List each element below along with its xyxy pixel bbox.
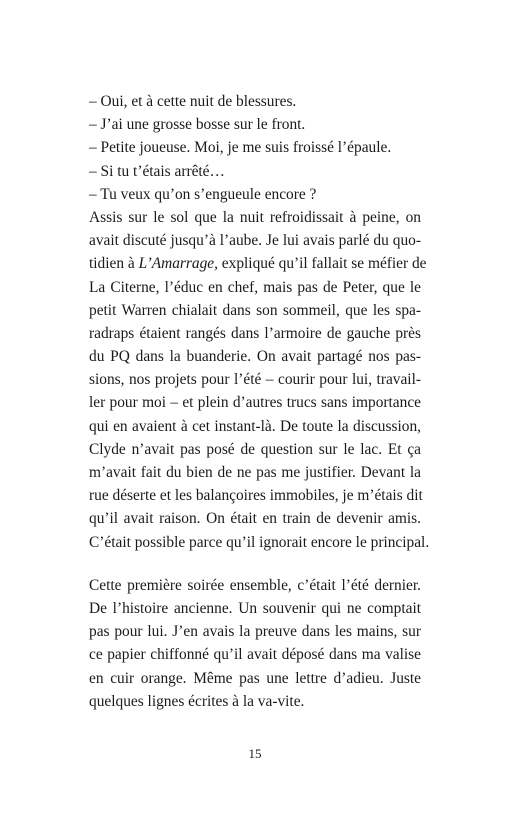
text-line: qu’il avait raison. On était en train de devenir amis.: [89, 510, 421, 528]
text-fragment: expliqué qu’il fallait se méfier de: [217, 255, 427, 273]
text-line: en cuir orange. Même pas une lettre d’adieu. Juste: [89, 669, 421, 687]
book-page-text: [89, 90, 430, 713]
paragraph-gap: [89, 554, 421, 574]
dialogue-line: – Si tu t’étais arrêté…: [89, 162, 225, 180]
paragraph-2: [89, 574, 421, 713]
text-line: C’était possible parce qu’il ignorait encore le principal.: [89, 533, 430, 551]
paragraph-1: [89, 206, 430, 554]
text-line: sions, nos projets pour l’été – courir pour lui, travail-: [89, 371, 421, 389]
text-line: radraps étaient rangés dans l’armoire de gauche près: [89, 324, 421, 342]
text-line: De l’histoire ancienne. Un souvenir qui ne comptait: [89, 599, 421, 617]
text-line: La Citerne, l’éduc en chef, mais pas de Peter, que le: [89, 278, 421, 296]
dialogue-line: – Oui, et à cette nuit de blessures.: [89, 93, 297, 110]
text-line: quelques lignes écrites à la va-vite.: [89, 692, 305, 710]
text-line: du PQ dans la buanderie. On avait partagé nos pas-: [89, 348, 421, 366]
text-line: pas pour lui. J’en avais la preuve dans les mains, sur: [89, 623, 421, 641]
text-line: Cette première soirée ensemble, c’était l’été dernier.: [89, 576, 421, 594]
text-line: ler pour moi – et plein d’autres trucs sans importance: [89, 394, 421, 412]
text-line: Clyde n’avait pas posé de question sur le lac. Et ça: [89, 440, 421, 458]
dialogue-line: – J’ai une grosse bosse sur le front.: [89, 116, 306, 134]
text-line: m’avait fait du bien de ne pas me justifier. Devant la: [89, 464, 421, 481]
text-line: petit Warren chialait dans son sommeil, que les spa-: [89, 301, 421, 319]
text-line-with-italic: [89, 252, 427, 275]
text-line: Assis sur le sol que la nuit refroidissait à peine, on: [89, 208, 421, 226]
text-line: ce papier chiffonné qu’il avait déposé dans ma valise: [89, 646, 421, 664]
page-number: 15: [248, 746, 262, 761]
text-fragment: tidien à: [89, 255, 139, 273]
text-line: avait discuté jusqu’à l’aube. Je lui avais parlé du quo-: [89, 232, 421, 250]
italic-title: L’Amarrage,: [138, 255, 218, 273]
dialogue-line: – Tu veux qu’on s’engueule encore ?: [89, 185, 317, 203]
dialogue-line: – Petite joueuse. Moi, je me suis froissé l’épaule.: [89, 139, 392, 157]
text-line: rue déserte et les balançoires immobiles, je m’étais dit: [89, 487, 423, 505]
text-line: qui en avaient à cet instant-là. De toute la discussion,: [89, 417, 421, 435]
